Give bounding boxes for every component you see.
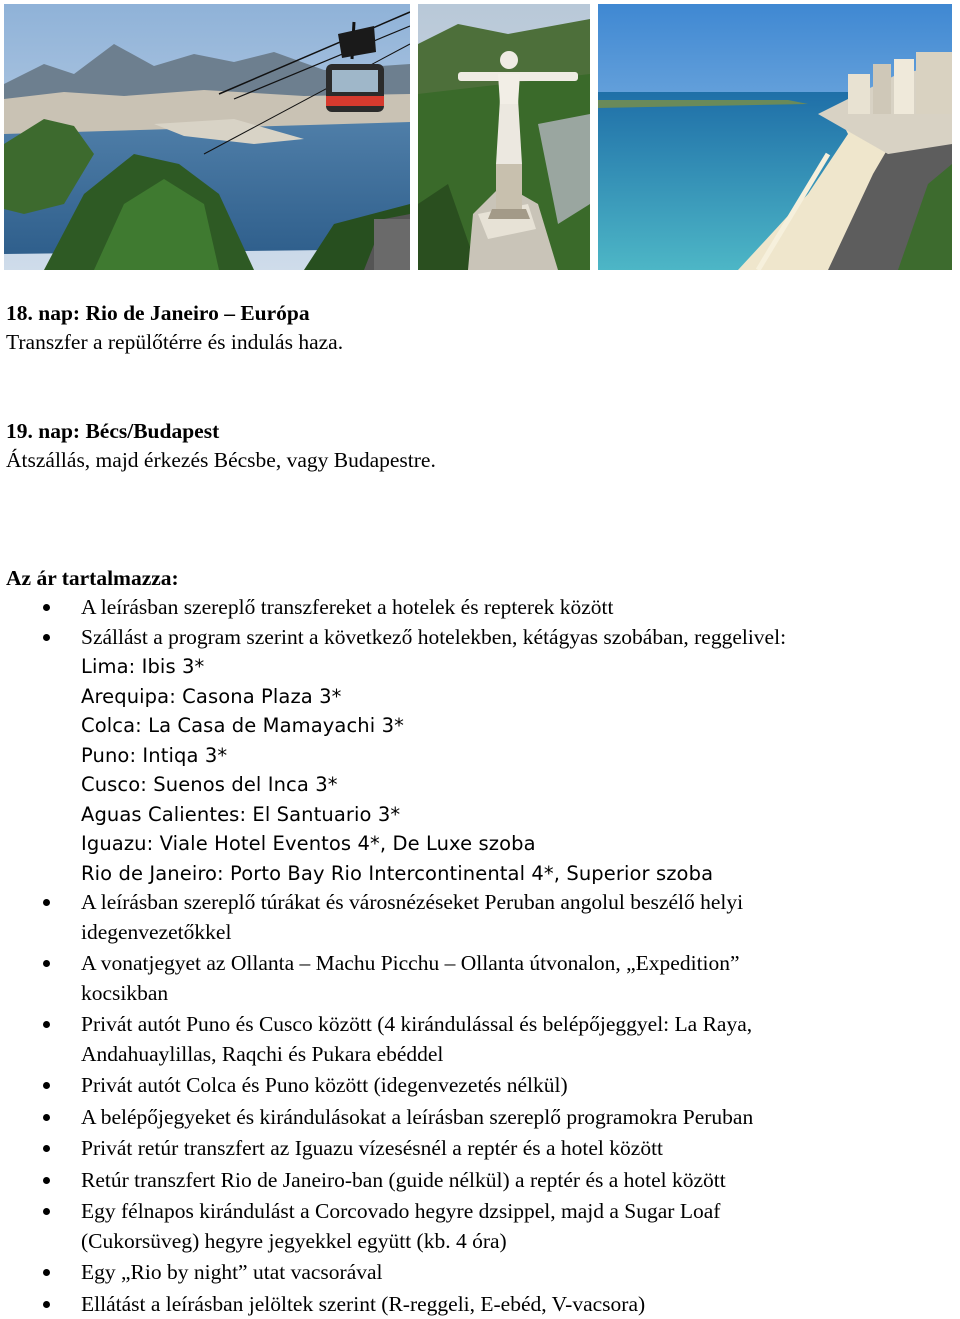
price-includes-list bbox=[0, 593, 940, 1319]
list-item: A vonatjegyet az Ollanta – Machu Picchu – Ollanta útvonalon, „Expedition” bbox=[0, 949, 940, 979]
list-item: Egy „Rio by night” utat vacsorával bbox=[0, 1258, 940, 1288]
list-item-continuation: kocsikban bbox=[0, 979, 940, 1009]
hotel-line: Puno: Intiqa 3* bbox=[0, 741, 940, 771]
list-item: Egy félnapos kirándulást a Corcovado hegyre dzsippel, majd a Sugar Loaf bbox=[0, 1197, 940, 1227]
hotel-line: Colca: La Casa de Mamayachi 3* bbox=[0, 711, 940, 741]
copacabana-beach-photo bbox=[598, 4, 952, 270]
christ-the-redeemer-photo bbox=[418, 4, 590, 270]
hotel-line: Iguazu: Viale Hotel Eventos 4*, De Luxe szoba bbox=[0, 829, 940, 859]
list-item-continuation: (Cukorsüveg) hegyre jegyekkel együtt (kb. 4 óra) bbox=[0, 1227, 940, 1257]
hotel-line: Arequipa: Casona Plaza 3* bbox=[0, 682, 940, 712]
list-item: A belépőjegyeket és kirándulásokat a leírásban szereplő programokra Peruban bbox=[0, 1103, 940, 1133]
hotel-line: Aguas Calientes: El Santuario 3* bbox=[0, 800, 940, 830]
list-item: Privát autót Colca és Puno között (idegenvezetés nélkül) bbox=[0, 1071, 940, 1101]
list-item: A leírásban szereplő túrákat és városnézéseket Peruban angolul beszélő helyi bbox=[0, 888, 940, 918]
day19-heading: 19. nap: Bécs/Budapest bbox=[6, 417, 219, 446]
list-item-continuation: idegenvezetőkkel bbox=[0, 918, 940, 948]
day19-text: Átszállás, majd érkezés Bécsbe, vagy Budapestre. bbox=[6, 446, 436, 475]
sugarloaf-cable-car-photo bbox=[4, 4, 410, 270]
day18-heading: 18. nap: Rio de Janeiro – Európa bbox=[6, 299, 310, 328]
hotel-line: Cusco: Suenos del Inca 3* bbox=[0, 770, 940, 800]
day18-text: Transzfer a repülőtérre és indulás haza. bbox=[6, 328, 343, 357]
list-item: Szállást a program szerint a következő hotelekben, kétágyas szobában, reggelivel: bbox=[0, 623, 940, 653]
list-item-continuation: Andahuaylillas, Raqchi és Pukara ebéddel bbox=[0, 1040, 940, 1070]
price-includes-heading: Az ár tartalmazza: bbox=[6, 564, 179, 593]
hotel-line: Lima: Ibis 3* bbox=[0, 652, 940, 682]
hotel-line: Rio de Janeiro: Porto Bay Rio Intercontinental 4*, Superior szoba bbox=[0, 859, 940, 889]
list-item: A leírásban szereplő transzfereket a hotelek és repterek között bbox=[0, 593, 940, 623]
list-item: Privát autót Puno és Cusco között (4 kirándulással és belépőjeggyel: La Raya, bbox=[0, 1010, 940, 1040]
list-item: Privát retúr transzfert az Iguazu vízesésnél a reptér és a hotel között bbox=[0, 1134, 940, 1164]
photo-strip bbox=[4, 4, 952, 270]
list-item: Ellátást a leírásban jelöltek szerint (R-reggeli, E-ebéd, V-vacsora) bbox=[0, 1290, 940, 1319]
list-item: Retúr transzfert Rio de Janeiro-ban (guide nélkül) a reptér és a hotel között bbox=[0, 1166, 940, 1196]
